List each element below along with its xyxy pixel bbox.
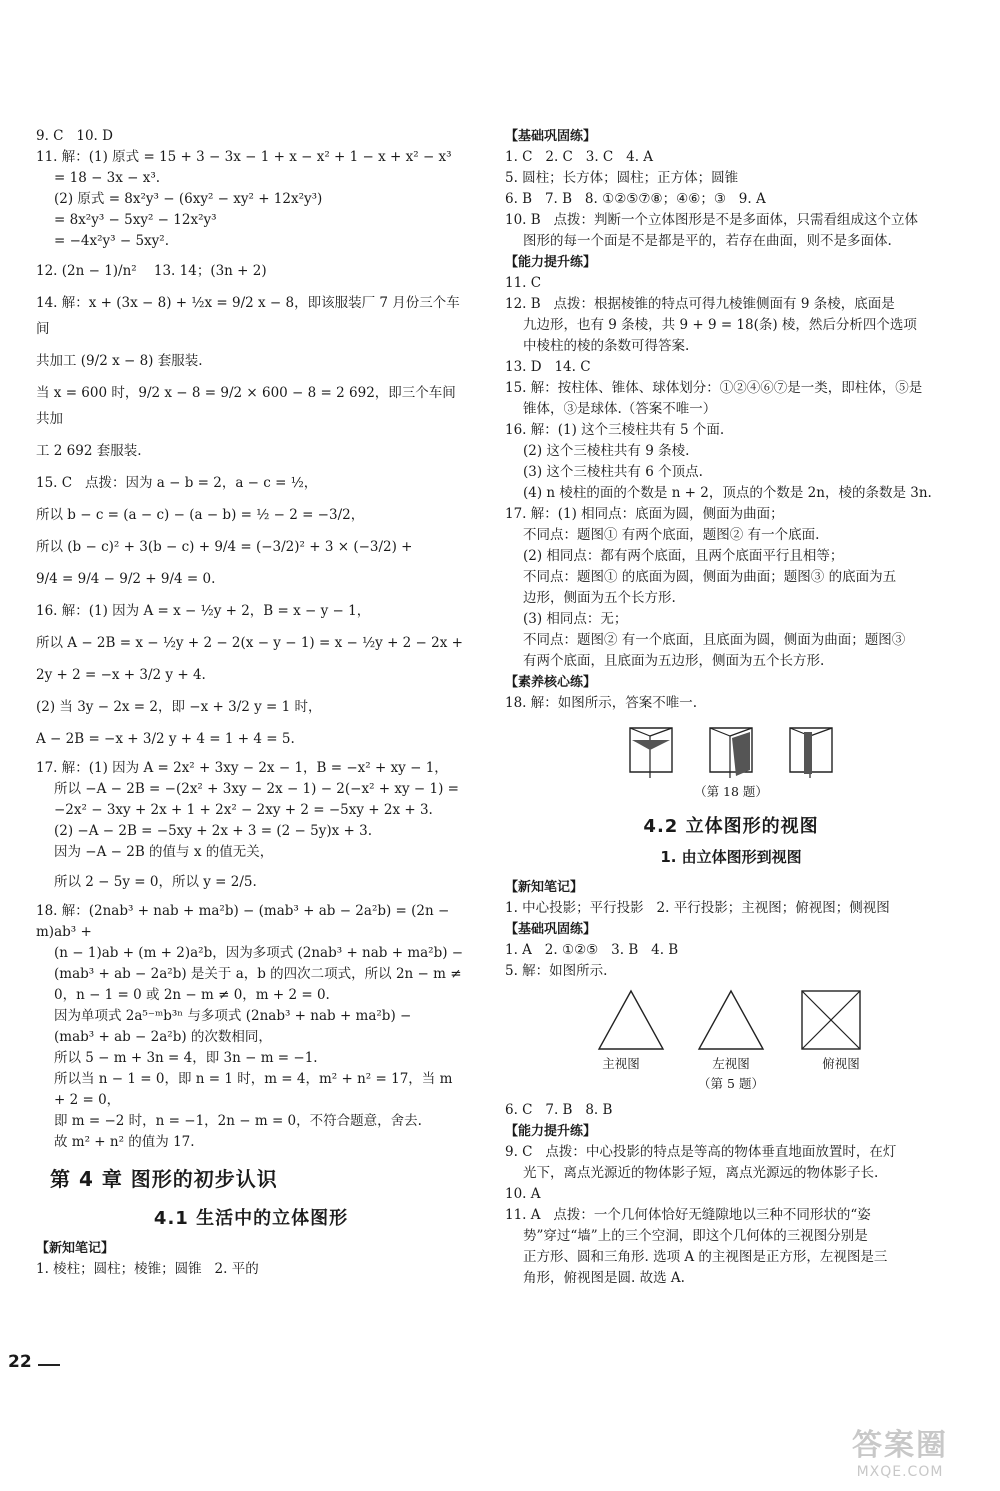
section-label: 【能力提升练】: [505, 255, 597, 270]
answer-line: (3) 相同点：无；: [523, 611, 628, 627]
answer-line: 14. 解：x + (3x − 8) + ½x = 9/2 x − 8，即该服装厂 7 月份三个车间: [36, 295, 460, 337]
answer-line: 1. C 2. C 3. C 4. A: [505, 149, 654, 165]
section-title-4-1: 4.1 生活中的立体图形: [153, 1208, 349, 1229]
answer-line: 16. 解：(1) 因为 A = x − ½y + 2，B = x − y − 1，: [36, 603, 371, 619]
answer-line: 18. 解：如图所示，答案不唯一.: [505, 695, 698, 711]
section-label: 【新知笔记】: [36, 1241, 115, 1256]
answer-line: (2) 原式 = 8x²y³ − (6xy² − xy² + 12x²y³): [54, 191, 323, 207]
answer-line: 边形，侧面为五个长方形.: [523, 590, 676, 606]
answer-line: (2) 相同点：都有两个底面，且两个底面平行且相等；: [523, 548, 844, 564]
front-view-label: 主视图: [602, 1056, 640, 1071]
answer-line: 18. 解：(2nab³ + nab + ma²b) − (mab³ + ab − 2a²b) = (2n − m)ab³ +: [36, 903, 454, 940]
answer-line: = −4x²y³ − 5xy².: [54, 233, 169, 249]
answer-line: (3) 这个三棱柱共有 6 个顶点.: [523, 464, 703, 480]
answer-line: 所以 (b − c)² + 3(b − c) + 9/4 = (−3/2)² + 3 × (−3/2) +: [36, 539, 413, 555]
left-column: [36, 126, 466, 1280]
answer-line: 即 m = −2 时，n = −1，2n − m = 0，不符合题意，舍去.: [54, 1113, 422, 1129]
answer-line: 不同点：题图① 的底面为圆，侧面为曲面；题图③ 的底面为五: [523, 569, 897, 585]
answer-line: 5. 解：如图所示.: [505, 963, 608, 979]
answer-line: 所以 −A − 2B = −(2x² + 3xy − 2x − 1) − 2(−x² + xy − 1) =: [54, 781, 459, 797]
section-label: 【基础巩固练】: [505, 922, 597, 937]
answer-line: 10. B 点拨：判断一个立体图形是不是多面体，只需看组成这个立体: [505, 212, 919, 228]
left-view-label: 左视图: [712, 1056, 750, 1071]
answer-line: 1. A 2. ①②⑤ 3. B 4. B: [505, 942, 679, 958]
answer-line: 不同点：题图② 有一个底面，且底面为圆，侧面为曲面；题图③: [523, 632, 906, 648]
answer-line: 当 x = 600 时，9/2 x − 8 = 9/2 × 600 − 8 = 2 692，即三个车间共加: [36, 385, 456, 427]
answer-line: 光下，离点光源近的物体影子短，离点光源远的物体影子长.: [523, 1165, 879, 1181]
answer-line: 故 m² + n² 的值为 17.: [54, 1134, 195, 1150]
answer-line: 有两个底面，且底面为五边形，侧面为五个长方形.: [523, 653, 825, 669]
answer-line: 16. 解：(1) 这个三棱柱共有 5 个面.: [505, 422, 725, 438]
answer-line: 15. 解：按柱体、锥体、球体划分：①②④⑥⑦是一类，即柱体，⑤是: [505, 380, 923, 396]
answer-line: 13. D 14. C: [505, 359, 591, 375]
answer-line: 9. C 点拨：中心投影的特点是等高的物体垂直地面放置时，在灯: [505, 1144, 897, 1160]
answer-line: 12. B 点拨：根据棱锥的特点可得九棱锥侧面有 9 条棱，底面是: [505, 296, 895, 312]
front-view-triangle: [596, 988, 666, 1052]
answer-line: 2y + 2 = −x + 3/2 y + 4.: [36, 667, 206, 683]
section-title-4-2: 4.2 立体图形的视图: [643, 816, 819, 837]
section-label: 【基础巩固练】: [505, 129, 597, 144]
answer-line: 九边形，也有 9 条棱，共 9 + 9 = 18(条) 棱，然后分析四个选项: [523, 317, 917, 333]
answer-line: = 18 − 3x − x³.: [54, 170, 161, 186]
answer-line: 势”穿过“墙”上的三个空洞，即这个几何体的三视图分别是: [523, 1228, 868, 1244]
answer-line: (4) n 棱柱的面的个数是 n + 2，顶点的个数是 2n，棱的条数是 3n.: [523, 485, 932, 501]
answer-line: 5. 圆柱；长方体；圆柱；正方体；圆锥: [505, 170, 739, 186]
answer-line: 11. C: [505, 275, 542, 291]
answer-line: (n − 1)ab + (m + 2)a²b，因为多项式 (2nab³ + nab + ma²b) −: [54, 945, 464, 961]
answer-line: 9. C 10. D: [36, 128, 113, 144]
figure-5: [505, 988, 957, 1052]
answer-line: 6. C 7. B 8. B: [505, 1102, 613, 1118]
right-column: [505, 126, 957, 1289]
answer-line: 所以当 n − 1 = 0，即 n = 1 时，m = 4，m² + n² = 17，当 m + 2 = 0，: [54, 1071, 457, 1108]
prism-figure-1: [626, 720, 676, 780]
figure-5-caption: （第 5 题）: [698, 1076, 764, 1091]
answer-line: (2) −A − 2B = −5xy + 2x + 3 = (2 − 5y)x + 3.: [54, 823, 373, 839]
prism-figure-2: [706, 720, 756, 780]
answer-line: 11. 解：(1) 原式 = 15 + 3 − 3x − 1 + x − x² + 1 − x + x² − x³: [36, 149, 452, 165]
answer-line: 9/4 = 9/4 − 9/2 + 9/4 = 0.: [36, 571, 216, 587]
answer-line: 10. A: [505, 1186, 541, 1202]
prism-figure-3: [786, 720, 836, 780]
section-label: 【能力提升练】: [505, 1124, 597, 1139]
answer-line: 所以 5 − m + 3n = 4，即 3n − m = −1.: [54, 1050, 318, 1066]
answer-line: 因为 −A − 2B 的值与 x 的值无关，: [54, 844, 274, 860]
answer-line: −2x² − 3xy + 2x + 1 + 2x² − 2xy + 2 = −5xy + 2x + 3.: [54, 802, 433, 818]
section-label: 【新知笔记】: [505, 880, 584, 895]
answer-line: 因为单项式 2a⁵⁻ᵐb³ⁿ 与多项式 (2nab³ + nab + ma²b) −: [54, 1008, 412, 1024]
chapter-title: 第 4 章 图形的初步认识: [50, 1167, 278, 1191]
watermark: [820, 1420, 980, 1480]
answer-line: 11. A 点拨：一个几何体恰好无缝隙地以三种不同形状的“姿: [505, 1207, 871, 1223]
answer-line: 角形，俯视图是圆. 故选 A.: [523, 1270, 685, 1286]
top-view-square: [796, 988, 866, 1052]
answer-line: 共加工 (9/2 x − 8) 套服装.: [36, 353, 203, 369]
view-labels: [505, 1054, 957, 1072]
page-number-rule: [38, 1364, 60, 1366]
figure-18-caption: （第 18 题）: [694, 784, 768, 799]
watermark-logo: 答案圈: [852, 1428, 948, 1463]
left-view-triangle: [696, 988, 766, 1052]
answer-line: = 8x²y³ − 5xy² − 12x²y³: [54, 212, 217, 228]
answer-line: 工 2 692 套服装.: [36, 443, 142, 459]
answer-line: (2) 当 3y − 2x = 2，即 −x + 3/2 y = 1 时，: [36, 699, 322, 715]
page-number: 22: [8, 1352, 32, 1372]
answer-line: 所以 A − 2B = x − ½y + 2 − 2(x − y − 1) = x − ½y + 2 − 2x +: [36, 635, 463, 651]
answer-line: A − 2B = −x + 3/2 y + 4 = 1 + 4 = 5.: [36, 731, 295, 747]
answer-line: (mab³ + ab − 2a²b) 的次数相同，: [54, 1029, 272, 1045]
answer-line: 6. B 7. B 8. ①②⑤⑦⑧；④⑥；③ 9. A: [505, 191, 766, 207]
answer-line: 15. C 点拨：因为 a − b = 2，a − c = ½，: [36, 475, 318, 491]
answer-line: 0，n − 1 = 0 或 2n − m ≠ 0，m + 2 = 0.: [54, 987, 330, 1003]
answer-line: 所以 2 − 5y = 0，所以 y = 2/5.: [54, 874, 257, 890]
section-label: 【素养核心练】: [505, 675, 597, 690]
answer-line: 锥体，③是球体.（答案不唯一）: [523, 401, 717, 417]
top-view-label: 俯视图: [822, 1056, 860, 1071]
figure-18: [505, 720, 957, 780]
answer-line: (2) 这个三棱柱共有 9 条棱.: [523, 443, 690, 459]
answer-line: 所以 b − c = (a − c) − (a − b) = ½ − 2 = −3/2，: [36, 507, 365, 523]
answer-line: (mab³ + ab − 2a²b) 是关于 a，b 的四次二项式，所以 2n − m ≠: [54, 966, 462, 982]
answer-line: 不同点：题图① 有两个底面，题图② 有一个底面.: [523, 527, 820, 543]
answer-line: 1. 中心投影；平行投影 2. 平行投影；主视图；俯视图；侧视图: [505, 900, 890, 916]
subsection-title: 1. 由立体图形到视图: [660, 848, 802, 866]
answer-line: 1. 棱柱；圆柱；棱锥；圆锥 2. 平的: [36, 1261, 259, 1277]
answer-line: 中棱柱的棱的条数可得答案.: [523, 338, 690, 354]
watermark-url: MXQE.COM: [856, 1464, 944, 1480]
answer-line: 图形的每一个面是不是都是平的，若存在曲面，则不是多面体.: [523, 233, 892, 249]
answer-line: 正方形、圆和三角形. 选项 A 的主视图是正方形，左视图是三: [523, 1249, 888, 1265]
answer-line: 17. 解：(1) 因为 A = 2x² + 3xy − 2x − 1，B = −x² + xy − 1，: [36, 760, 448, 776]
answer-line: 17. 解：(1) 相同点：底面为圆，侧面为曲面；: [505, 506, 784, 522]
answer-line: 12. (2n − 1)/n² 13. 14；(3n + 2): [36, 263, 267, 279]
